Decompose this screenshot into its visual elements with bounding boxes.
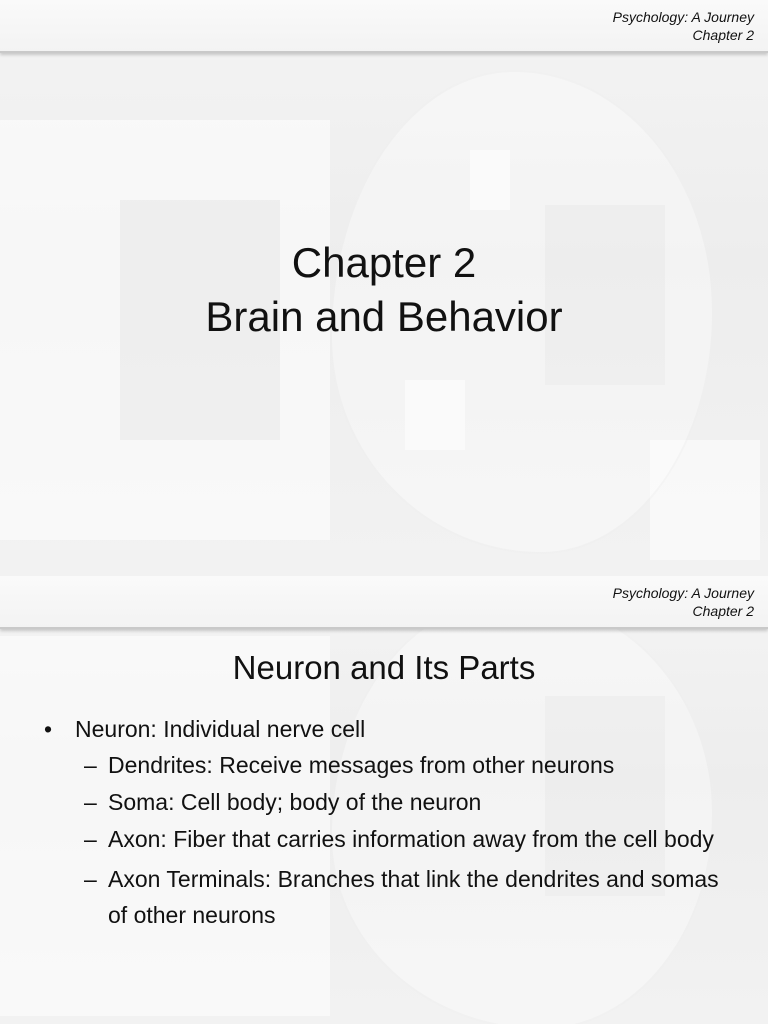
sub-bullet-text: Axon: Fiber that carries information away from the cell body xyxy=(108,826,714,852)
bullet-list xyxy=(44,714,744,940)
dash-marker: – xyxy=(84,866,97,892)
chapter-title: Brain and Behavior xyxy=(205,293,563,340)
header-caption xyxy=(613,584,754,620)
sub-bullet-list xyxy=(84,750,744,933)
sub-bullet-text: Dendrites: Receive messages from other neurons xyxy=(108,752,615,778)
slide-title xyxy=(0,236,768,344)
slide-header xyxy=(0,576,768,629)
sub-bullet-text: Soma: Cell body; body of the neuron xyxy=(108,789,482,815)
list-item xyxy=(84,787,744,817)
header-chapter: Chapter 2 xyxy=(692,27,754,43)
list-item xyxy=(84,861,744,933)
header-book-title: Psychology: A Journey xyxy=(612,9,754,25)
list-item xyxy=(44,714,744,744)
content-slide xyxy=(0,576,768,1024)
dash-marker: – xyxy=(84,789,97,815)
dash-marker: – xyxy=(84,826,97,852)
sub-bullet-text: Axon Terminals: Branches that link the dendrites and somas of other neurons xyxy=(108,866,719,928)
header-book-title: Psychology: A Journey xyxy=(612,585,754,601)
dash-marker: – xyxy=(84,752,97,778)
chapter-number: Chapter 2 xyxy=(291,239,477,286)
header-chapter: Chapter 2 xyxy=(692,603,754,619)
bullet-marker: • xyxy=(44,716,53,742)
header-caption xyxy=(613,8,754,44)
slide-header xyxy=(0,0,768,53)
list-item xyxy=(84,824,744,854)
bullet-text: Neuron: Individual nerve cell xyxy=(75,716,366,742)
slide-title: Neuron and Its Parts xyxy=(232,649,536,686)
list-item xyxy=(84,750,744,780)
